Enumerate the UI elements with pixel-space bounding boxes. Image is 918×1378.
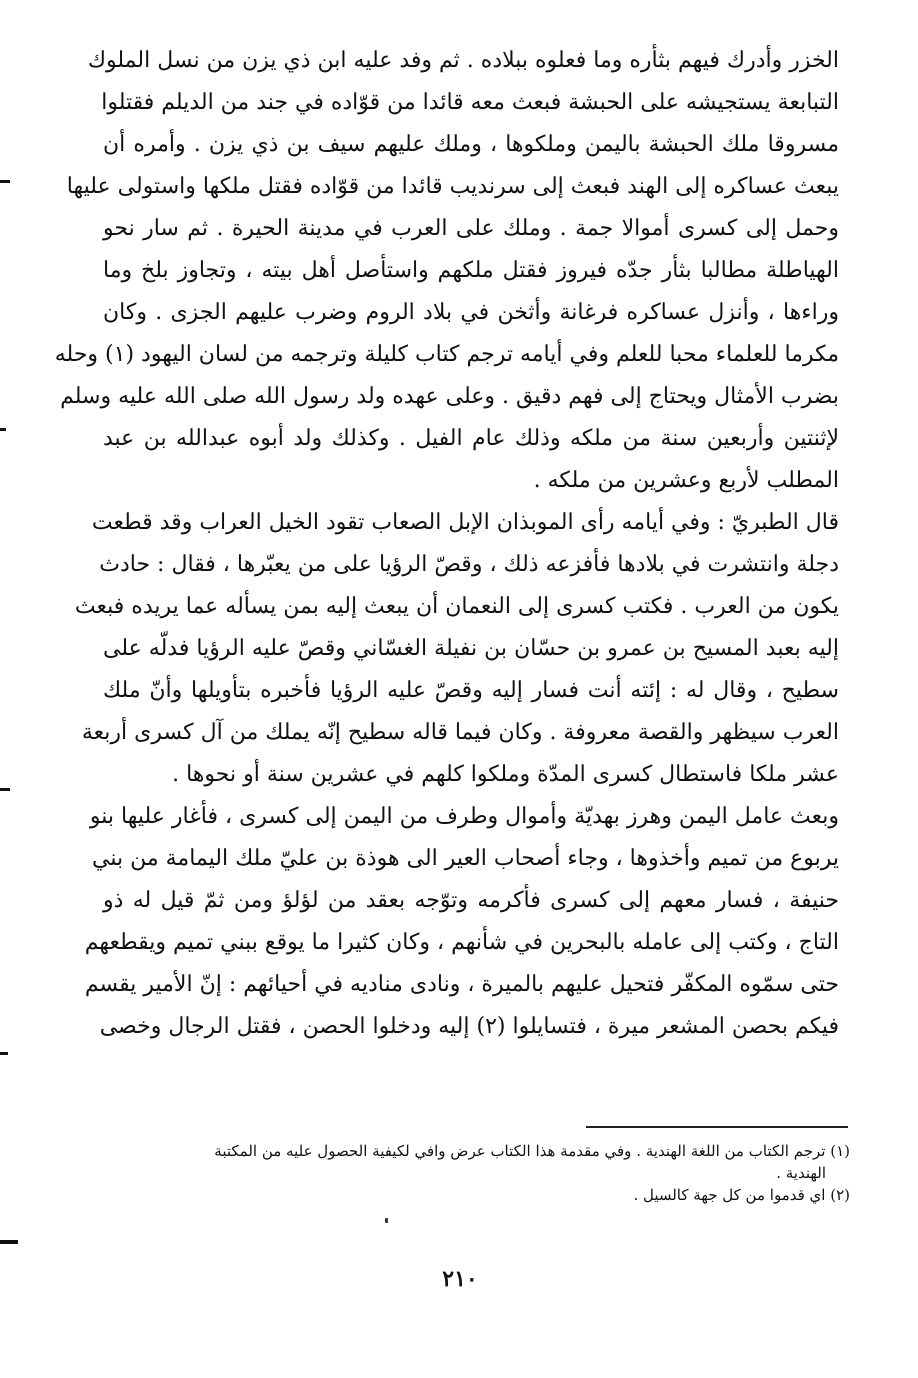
text-line: يبعث عساكره إلى الهند فبعث إلى سرنديب قائدا من قوّاده فقتل ملكها واستولى عليها [66, 174, 839, 199]
text-line: عشر ملكا فاستطال كسرى المدّة وملكوا كلهم في عشرين سنة أو نحوها . [172, 762, 839, 787]
footnote-1: (١) ترجم الكتاب من اللغة الهندية . وفي مقدمة هذا الكتاب عرض وافي لكيفية الحصول عليه من المكتبة [214, 1142, 850, 1160]
text-line: حتى سمّوه المكفّر فتحيل عليهم بالميرة ، ونادى مناديه في أحيائهم : إنّ الأمير يقسم [84, 972, 839, 997]
text-line: يربوع من تميم وأخذوها ، وجاء أصحاب العير الى هوذة بن عليّ ملك اليمامة من بني [92, 846, 839, 871]
main-text [54, 40, 839, 1048]
text-line: المطلب لأربع وعشرين من ملكه . [533, 468, 839, 493]
scan-edge-mark [0, 1240, 18, 1244]
footnotes [150, 1140, 850, 1206]
footnote-separator [586, 1126, 848, 1128]
footnote-2: (٢) اي قدموا من كل جهة كالسيل . [633, 1186, 850, 1204]
text-line: الخزر وأدرك فيهم بثأره وما فعلوه ببلاده . ثم وفد عليه ابن ذي يزن من نسل الملوك [87, 48, 839, 73]
footnote-1-continuation: الهندية . [776, 1164, 826, 1182]
scan-edge-mark [0, 180, 10, 183]
text-line: الهياطلة مطالبا بثأر جدّه فيروز فقتل ملكهم واستأصل أهل بيته ، وتجاوز بلخ وما [103, 258, 839, 283]
text-line: لإثنتين وأربعين سنة من ملكه وذلك عام الفيل . وكذلك ولد أبوه عبدالله بن عبد [103, 426, 839, 451]
text-line: العرب سيظهر والقصة معروفة . وكان فيما قاله سطيح إنّه يملك من آل كسرى أربعة [81, 720, 839, 745]
text-line: دجلة وانتشرت في بلادها فأفزعه ذلك ، وقصّ الرؤيا على من يعبّرها ، فقال : حادث [99, 552, 839, 577]
text-line: فيكم بحصن المشعر ميرة ، فتسايلوا (٢) إليه ودخلوا الحصن ، فقتل الرجال وخصى [99, 1014, 839, 1039]
text-line: التاج ، وكتب إلى عامله بالبحرين في شأنهم ، وكان كثيرا ما يوقع ببني تميم ويقطعهم [84, 930, 839, 955]
text-line: وبعث عامل اليمن وهرز بهديّة وأموال وطرف من اليمن إلى كسرى ، فأغار عليها بنو [89, 804, 839, 829]
page-number: ٢١٠ [442, 1266, 478, 1292]
text-line: مكرما للعلماء محبا للعلم وفي أيامه ترجم كتاب كليلة وترجمه من لسان اليهود (١) وحله [54, 342, 839, 367]
text-line: يكون من العرب . فكتب كسرى إلى النعمان أن يبعث إليه بمن يسأله عما يريده فبعث [74, 594, 839, 619]
scan-edge-mark [0, 428, 6, 431]
text-line: التبابعة يستجيشه على الحبشة فبعث معه قائدا من قوّاده في جند من الديلم فقتلوا [101, 90, 839, 115]
text-line: مسروقا ملك الحبشة باليمن وملكوها ، وملك عليهم سيف بن ذي يزن . وأمره أن [103, 132, 839, 157]
text-line: حنيفة ، فسار معهم إلى كسرى فأكرمه وتوّجه بعقد من لؤلؤ ومن ثمّ قيل له ذو [103, 888, 839, 913]
text-line: وراءها ، وأنزل عساكره فرغانة وأثخن في بلاد الروم وضرب عليهم الجزى . وكان [103, 300, 839, 325]
text-line: وحمل إلى كسرى أموالا جمة . وملك على العرب في مدينة الحيرة . ثم سار نحو [103, 216, 839, 241]
text-line: إليه بعبد المسيح بن عمرو بن حسّان بن نفيلة الغسّاني وقصّ عليه الرؤيا فدلّه على [103, 636, 839, 661]
text-line: قال الطبريّ : وفي أيامه رأى الموبذان الإبل الصعاب تقود الخيل العراب وقد قطعت [91, 510, 839, 535]
text-line: بضرب الأمثال ويحتاج إلى فهم دقيق . وعلى عهده ولد رسول الله صلى الله عليه وسلم [60, 384, 839, 409]
scan-edge-mark [0, 1052, 8, 1055]
scan-edge-mark [0, 788, 10, 791]
scan-speck [385, 1218, 388, 1223]
text-line: سطيح ، وقال له : إئته أنت فسار إليه وقصّ عليه الرؤيا فأخبره بتأويلها وأنّ ملك [103, 678, 839, 703]
